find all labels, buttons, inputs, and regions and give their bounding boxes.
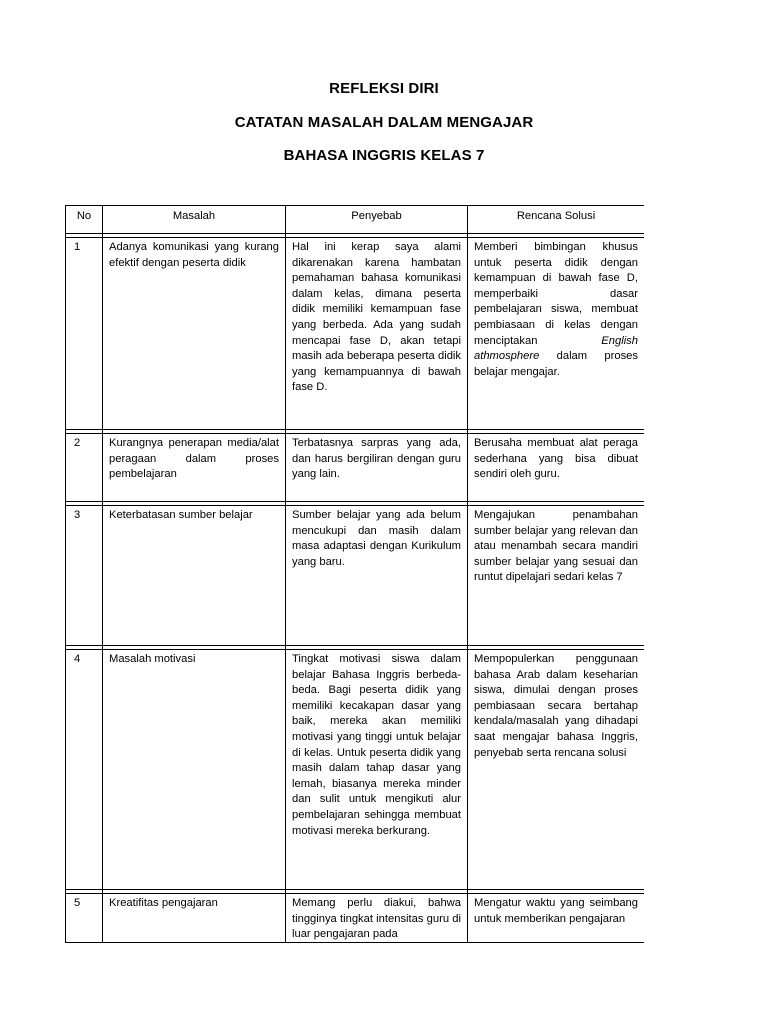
- solusi-cell: Berusaha membuat alat peraga sederhana yang bisa dibuat sendiri oleh guru.: [468, 434, 645, 502]
- column-header-penyebab: Penyebab: [286, 206, 468, 234]
- column-header-masalah: Masalah: [103, 206, 286, 234]
- solusi-cell: Mempopulerkan penggunaan bahasa Arab dalam keseharian siswa, dimulai dengan proses pembiasaan secara bertahap kendala/masalah yang dihadapi saat mengajar bahasa Inggris, penyebab serta rencana solusi: [468, 650, 645, 890]
- table-row: [66, 506, 645, 646]
- row-number: 4: [66, 650, 103, 890]
- masalah-cell: Adanya komunikasi yang kurang efektif dengan peserta didik: [103, 238, 286, 430]
- row-number: 1: [66, 238, 103, 430]
- solusi-text-end: dalam proses belajar mengajar.: [474, 350, 638, 378]
- reflection-table: [65, 205, 644, 943]
- document-title: REFLEKSI DIRI: [329, 80, 439, 97]
- solusi-text: Memberi bimbingan khusus untuk peserta didik dengan kemampuan di bawah fase D, memperbaiki dasar pembelajaran siswa, membuat pembiasaan di kelas dengan menciptakan: [474, 241, 638, 347]
- penyebab-cell: Hal ini kerap saya alami dikarenakan karena hambatan pemahaman bahasa komunikasi dalam kelas, dimana peserta didik memiliki kemampuan fase yang berbeda. Ada yang sudah mencapai fase D, akan tetapi masih ada beberapa peserta didik yang kemampuannya di bawah fase D.: [286, 238, 468, 430]
- penyebab-cell: Sumber belajar yang ada belum mencukupi dan masih dalam masa adaptasi dengan Kurikulum yang baru.: [286, 506, 468, 646]
- masalah-cell: Kurangnya penerapan media/alat peragaan dalam proses pembelajaran: [103, 434, 286, 502]
- column-header-no: No: [66, 206, 103, 234]
- table-row: [66, 894, 645, 944]
- column-header-rencana-solusi: Rencana Solusi: [468, 206, 645, 234]
- solusi-italic-text: English athmosphere: [474, 334, 638, 363]
- solusi-cell: Mengajukan penambahan sumber belajar yang relevan dan atau menambah secara mandiri sumber belajar yang sesuai dan runtut dipelajari sedari kelas 7: [468, 506, 645, 646]
- penyebab-cell: Tingkat motivasi siswa dalam belajar Bahasa Inggris berbeda-beda. Bagi peserta didik yang memiliki kecakapan dasar yang baik, mereka akan memiliki motivasi yang tinggi untuk belajar di kelas. Untuk peserta didik yang masih dalam tahap dasar yang lemah, biasanya mereka minder dan sulit untuk mengikuti alur pembelajaran sehingga membuat motivasi mereka berkurang.: [286, 650, 468, 890]
- document-subtitle: CATATAN MASALAH DALAM MENGAJAR: [234, 114, 534, 131]
- masalah-cell: Keterbatasan sumber belajar: [103, 506, 286, 646]
- table-row: [66, 238, 645, 430]
- table-row: [66, 650, 645, 890]
- penyebab-cell: Terbatasnya sarpras yang ada, dan harus bergiliran dengan guru yang lain.: [286, 434, 468, 502]
- row-number: 3: [66, 506, 103, 646]
- solusi-cell: Mengatur waktu yang seimbang untuk memberikan pengajaran: [468, 894, 645, 944]
- document-subject-line: BAHASA INGGRIS KELAS 7: [283, 147, 485, 164]
- reflection-table-wrapper: [65, 205, 644, 943]
- masalah-cell: Kreatifitas pengajaran: [103, 894, 286, 944]
- table-header-row: [66, 206, 645, 234]
- row-number: 2: [66, 434, 103, 502]
- solusi-cell: [468, 238, 645, 430]
- row-number: 5: [66, 894, 103, 944]
- table-row: [66, 434, 645, 502]
- masalah-cell: Masalah motivasi: [103, 650, 286, 890]
- penyebab-cell: Memang perlu diakui, bahwa tingginya tingkat intensitas guru di luar pengajaran pada: [286, 894, 468, 944]
